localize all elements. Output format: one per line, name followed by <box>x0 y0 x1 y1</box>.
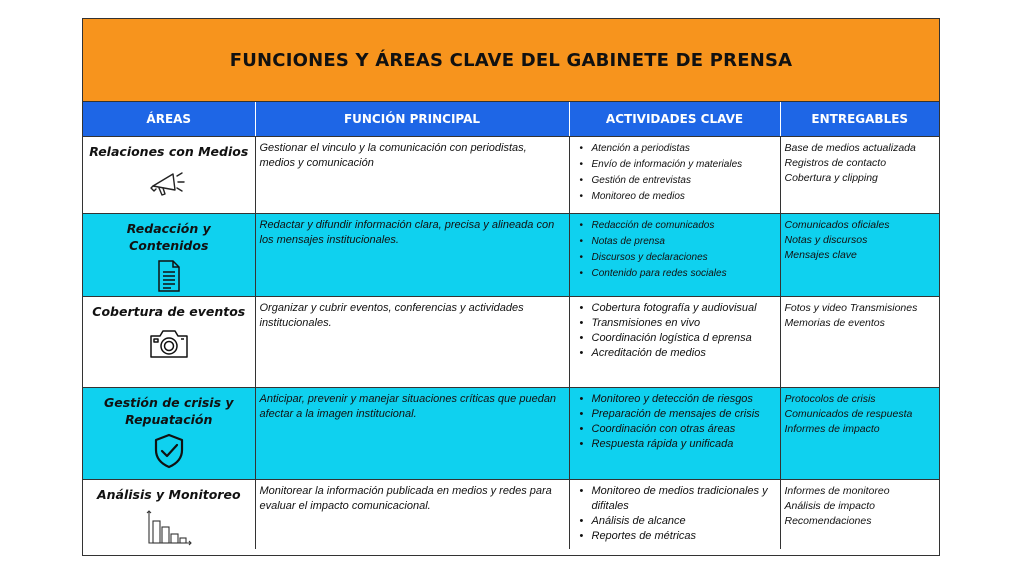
entregables-cell <box>780 137 939 214</box>
list-item: • Coordinación con otras áreas <box>580 422 776 437</box>
header-areas: ÁREAS <box>83 102 255 137</box>
list-item: • Transmisiones en vivo <box>580 316 776 331</box>
actividades-cell <box>569 480 780 550</box>
list-item: Comunicados de respuesta <box>784 408 913 420</box>
actividades-cell <box>569 297 780 388</box>
area-cell <box>83 214 255 297</box>
entregables-cell <box>780 214 939 297</box>
list-item: • Coordinación logística d eprensa <box>580 331 776 346</box>
list-item: • Preparación de mensajes de crisis <box>580 407 776 422</box>
list-item: • Monitoreo y detección de riesgos <box>580 392 776 407</box>
area-name: Relaciones con Medios <box>89 144 249 159</box>
area-cell <box>83 137 255 214</box>
list-item: Notas y discursos <box>784 234 868 246</box>
list-item: Protocolos de crisis <box>784 393 876 405</box>
list-item: Análisis de impacto <box>784 500 875 512</box>
megaphone-icon <box>147 164 191 200</box>
funcion-cell: Anticipar, prevenir y manejar situaciones críticas que puedan afectar a la imagen institucional. <box>255 388 569 480</box>
list-item: Informes de impacto <box>784 423 880 435</box>
actividades-cell <box>569 388 780 480</box>
area-name: Gestión de crisis y Repuatación <box>103 395 234 427</box>
table-row <box>83 214 939 297</box>
list-item: Cobertura y clipping <box>784 172 878 184</box>
header-row <box>83 102 939 137</box>
list-item: • Envío de información y materiales <box>580 157 776 173</box>
list-item: • Notas de prensa <box>580 234 776 250</box>
entregables-cell <box>780 480 939 550</box>
actividades-cell <box>569 214 780 297</box>
list-item: • Respuesta rápida y unificada <box>580 437 776 452</box>
camera-icon <box>147 324 191 362</box>
bar-chart-icon <box>143 507 195 547</box>
list-item: Fotos y video Transmisiones <box>784 302 918 314</box>
list-item: • Monitoreo de medios tradicionales y difitales <box>580 484 776 514</box>
entregables-cell <box>780 388 939 480</box>
title-bar <box>83 19 939 102</box>
header-entregables: ENTREGABLES <box>780 102 939 137</box>
funcion-cell: Monitorear la información publicada en medios y redes para evaluar el impacto comunicacional. <box>255 480 569 550</box>
area-cell <box>83 388 255 480</box>
header-actividades: ACTIVIDADES CLAVE <box>569 102 780 137</box>
area-cell <box>83 297 255 388</box>
table-row <box>83 480 939 550</box>
entregables-cell <box>780 297 939 388</box>
list-item: • Acreditación de medios <box>580 346 776 361</box>
press-office-table-card <box>82 18 940 556</box>
list-item: Recomendaciones <box>784 515 872 527</box>
list-item: Informes de monitoreo <box>784 485 890 497</box>
table-row <box>83 388 939 480</box>
area-name: Redacción y Contenidos <box>126 221 211 253</box>
list-item: • Reportes de métricas <box>580 529 776 544</box>
area-name: Cobertura de eventos <box>92 304 246 319</box>
actividades-cell <box>569 137 780 214</box>
list-item: Memorias de eventos <box>784 317 885 329</box>
functions-table <box>83 102 939 549</box>
funcion-cell: Gestionar el vinculo y la comunicación con periodistas, medios y comunicación <box>255 137 569 214</box>
list-item: • Monitoreo de medios <box>580 189 776 205</box>
list-item: Mensajes clave <box>784 249 857 261</box>
document-icon <box>154 258 184 294</box>
list-item: Comunicados oficiales <box>784 219 890 231</box>
list-item: • Atención a periodistas <box>580 141 776 157</box>
funcion-cell: Organizar y cubrir eventos, conferencias y actividades institucionales. <box>255 297 569 388</box>
area-cell <box>83 480 255 550</box>
shield-check-icon <box>151 432 187 470</box>
page-title: FUNCIONES Y ÁREAS CLAVE DEL GABINETE DE PRENSA <box>229 49 793 71</box>
list-item: Base de medios actualizada <box>784 142 916 154</box>
list-item: • Contenido para redes sociales <box>580 266 776 282</box>
list-item: Registros de contacto <box>784 157 887 169</box>
header-funcion: FUNCIÓN PRINCIPAL <box>255 102 569 137</box>
list-item: • Redacción de comunicados <box>580 218 776 234</box>
table-row <box>83 297 939 388</box>
funcion-cell: Redactar y difundir información clara, precisa y alineada con los mensajes institucionales. <box>255 214 569 297</box>
list-item: • Gestión de entrevistas <box>580 173 776 189</box>
area-name: Análisis y Monitoreo <box>96 487 241 502</box>
list-item: • Análisis de alcance <box>580 514 776 529</box>
table-row <box>83 137 939 214</box>
list-item: • Cobertura fotografía y audiovisual <box>580 301 776 316</box>
list-item: • Discursos y declaraciones <box>580 250 776 266</box>
